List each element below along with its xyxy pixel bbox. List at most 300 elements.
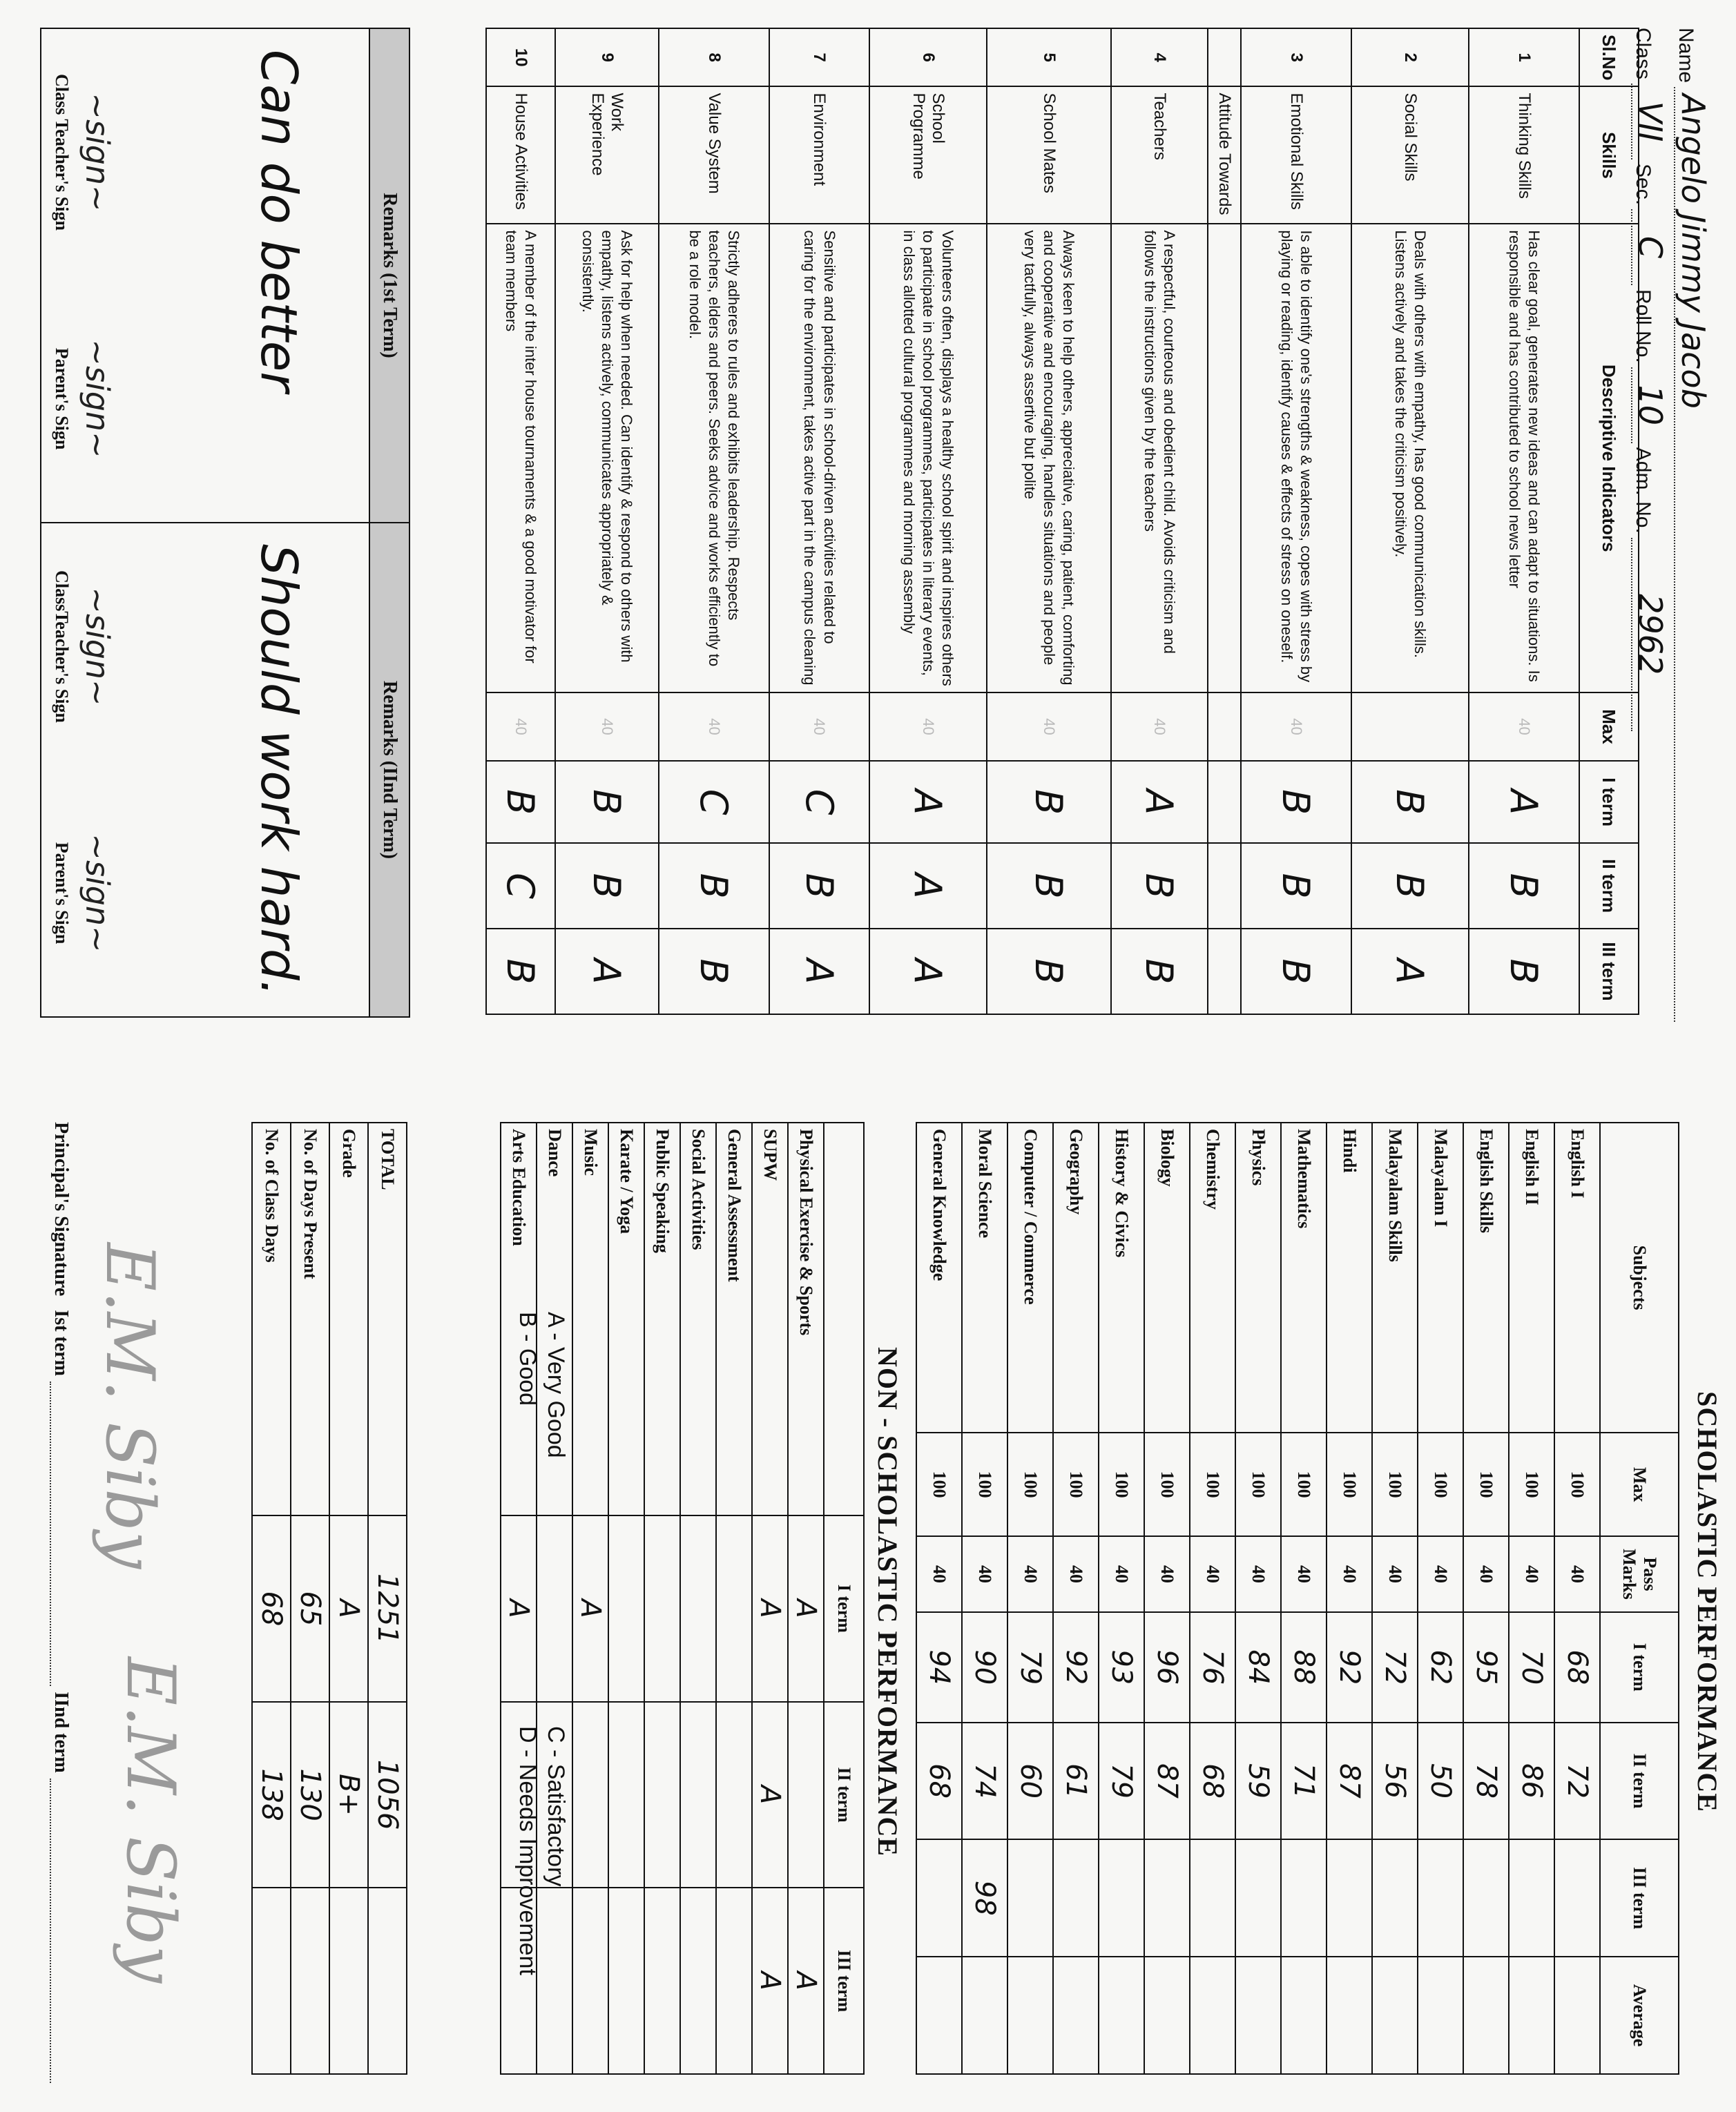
subject-average bbox=[1418, 1957, 1463, 2074]
col-term1: I term bbox=[1579, 761, 1639, 843]
subject-pass-marks: 40 bbox=[1281, 1536, 1327, 1612]
summary-term1: 65 bbox=[291, 1515, 329, 1702]
subject-term2: 72 bbox=[1554, 1723, 1600, 1840]
skill-number: 6 bbox=[869, 28, 987, 86]
subject-name: Chemistry bbox=[1190, 1123, 1235, 1433]
subject-pass-marks: 40 bbox=[1372, 1536, 1418, 1612]
skill-description: Sensitive and participates in school-driven activities related to caring for the environment, takes active part in the campus cleaning bbox=[769, 224, 869, 692]
summary-label: Grade bbox=[329, 1123, 368, 1515]
skills-row bbox=[769, 28, 869, 1014]
roll-label: Roll No. bbox=[1632, 289, 1655, 363]
parent-signature-1: ~sign~ bbox=[79, 339, 116, 458]
skill-number: 7 bbox=[769, 28, 869, 86]
subject-max: 100 bbox=[1509, 1433, 1554, 1536]
col-skills: Skills bbox=[1579, 86, 1639, 224]
subject-name: English I bbox=[1554, 1123, 1600, 1433]
summary-term1: 68 bbox=[252, 1515, 291, 1702]
activity-term1 bbox=[644, 1515, 680, 1702]
subject-term1: 62 bbox=[1418, 1612, 1463, 1723]
student-header bbox=[1631, 28, 1717, 1022]
subject-term2: 87 bbox=[1144, 1723, 1190, 1840]
skill-name: School Mates bbox=[987, 86, 1111, 224]
subject-term1: 96 bbox=[1144, 1612, 1190, 1723]
subject-term3 bbox=[1281, 1839, 1327, 1957]
activity-term3 bbox=[644, 1888, 680, 2074]
subject-name: General Knowledge bbox=[916, 1123, 962, 1433]
skills-header-row bbox=[1579, 28, 1639, 1014]
skill-description: Is able to identify one's strengths & weakness, copes with stress by playing or reading, identify causes & effects of stress on oneself. bbox=[1241, 224, 1351, 692]
subject-name: Mathematics bbox=[1281, 1123, 1327, 1433]
activity-name: Music bbox=[572, 1123, 608, 1515]
activity-term1: A bbox=[752, 1515, 788, 1702]
subject-pass-marks: 40 bbox=[1007, 1536, 1053, 1612]
col-term3: III term bbox=[824, 1888, 864, 2074]
subject-term3 bbox=[1007, 1839, 1053, 1957]
principal-term2-line bbox=[50, 1779, 69, 2083]
activity-term1: A bbox=[572, 1515, 608, 1702]
subject-max: 100 bbox=[1007, 1433, 1053, 1536]
legend-d: D - Needs Improvement bbox=[514, 1726, 541, 1975]
activity-term3 bbox=[716, 1888, 752, 2074]
skill-max: 40 bbox=[486, 692, 555, 761]
activity-name: Public Speaking bbox=[644, 1123, 680, 1515]
principal-term1-line bbox=[50, 1382, 69, 1686]
skill-number: 3 bbox=[1241, 28, 1351, 86]
skills-row bbox=[1241, 28, 1351, 1014]
subject-average bbox=[1327, 1957, 1372, 2074]
skill-description: Always keen to help others, appreciative, caring, patient, comforting and cooperative and encouraging, handles situations and people very tactfully, always assertive but polite bbox=[987, 224, 1111, 692]
skills-row bbox=[1208, 28, 1241, 1014]
class-value: VII bbox=[1631, 84, 1668, 159]
subject-term1: 90 bbox=[962, 1612, 1007, 1723]
skill-grade-term1: A bbox=[869, 761, 987, 843]
skill-name: School Programme bbox=[869, 86, 987, 224]
skill-description: Has clear goal, generates new ideas and can adapt to situations. Is responsible and has contributed to school news letter bbox=[1469, 224, 1579, 692]
subject-name: Hindi bbox=[1327, 1123, 1372, 1433]
summary-term2: B+ bbox=[329, 1702, 368, 1888]
principal-term1-label: Ist term bbox=[50, 1310, 72, 1376]
skill-grade-term1: B bbox=[486, 761, 555, 843]
remarks-term1-text: Can do better bbox=[250, 50, 308, 392]
subject-max: 100 bbox=[1372, 1433, 1418, 1536]
subject-pass-marks: 40 bbox=[962, 1536, 1007, 1612]
skill-name: Thinking Skills bbox=[1469, 86, 1579, 224]
subject-pass-marks: 40 bbox=[1190, 1536, 1235, 1612]
scholastic-title: SCHOLASTIC PERFORMANCE bbox=[1692, 1391, 1723, 1812]
class-teacher-sign-label-1: Class Teacher's Sign bbox=[52, 74, 72, 231]
legend-spacer bbox=[407, 1123, 501, 2074]
activity-term1 bbox=[680, 1515, 716, 1702]
activity-term2 bbox=[716, 1702, 752, 1888]
activity-term2 bbox=[608, 1702, 644, 1888]
subject-term1: 93 bbox=[1099, 1612, 1144, 1723]
subject-term3 bbox=[1144, 1839, 1190, 1957]
subject-pass-marks: 40 bbox=[1463, 1536, 1509, 1612]
skill-name: Environment bbox=[769, 86, 869, 224]
summary-label: No. of Days Present bbox=[291, 1123, 329, 1515]
skill-grade-term2: B bbox=[555, 843, 659, 929]
skill-max bbox=[1208, 692, 1241, 761]
parent-signature-2: ~sign~ bbox=[79, 833, 116, 953]
skill-number: 4 bbox=[1111, 28, 1208, 86]
subject-term3 bbox=[1372, 1839, 1418, 1957]
subject-name: Moral Science bbox=[962, 1123, 1007, 1433]
col-activity bbox=[824, 1123, 864, 1515]
skill-grade-term3: B bbox=[1469, 929, 1579, 1014]
skill-max: 40 bbox=[987, 692, 1111, 761]
skill-grade-term1: B bbox=[1351, 761, 1469, 843]
col-slno: Sl.No bbox=[1579, 28, 1639, 86]
subject-term2: 68 bbox=[1190, 1723, 1235, 1840]
subject-term3 bbox=[916, 1839, 962, 1957]
subject-row bbox=[1509, 1123, 1554, 2074]
activity-term3: A bbox=[788, 1888, 824, 2074]
skill-grade-term3: B bbox=[1241, 929, 1351, 1014]
skill-grade-term3: A bbox=[869, 929, 987, 1014]
parent-sign-label-1: Parent's Sign bbox=[52, 347, 72, 450]
skills-row bbox=[1351, 28, 1469, 1014]
subject-row bbox=[1007, 1123, 1053, 2074]
subject-name: Geography bbox=[1053, 1123, 1099, 1433]
col-pass-marks: Pass Marks bbox=[1600, 1536, 1679, 1612]
skill-name: House Activities bbox=[486, 86, 555, 224]
skill-max: 40 bbox=[555, 692, 659, 761]
name-label: Name bbox=[1675, 28, 1697, 84]
skill-description: A member of the inter house tournaments & a good motivator for team members bbox=[486, 224, 555, 692]
class-teacher-signature-1: ~sign~ bbox=[79, 93, 116, 212]
subject-row bbox=[962, 1123, 1007, 2074]
subject-pass-marks: 40 bbox=[1144, 1536, 1190, 1612]
skill-grade-term2: B bbox=[659, 843, 769, 929]
activity-row bbox=[644, 1123, 680, 2074]
subject-term2: 79 bbox=[1099, 1723, 1144, 1840]
remarks-term2 bbox=[41, 523, 409, 1016]
summary-term3 bbox=[329, 1888, 368, 2074]
activity-row bbox=[788, 1123, 824, 2074]
subject-term2: 50 bbox=[1418, 1723, 1463, 1840]
subject-average bbox=[1053, 1957, 1099, 2074]
summary-term3 bbox=[291, 1888, 329, 2074]
subject-pass-marks: 40 bbox=[1418, 1536, 1463, 1612]
col-average: Average bbox=[1600, 1957, 1679, 2074]
subject-term1: 84 bbox=[1235, 1612, 1281, 1723]
activity-term3 bbox=[680, 1888, 716, 2074]
subject-term3 bbox=[1327, 1839, 1372, 1957]
subject-term1: 88 bbox=[1281, 1612, 1327, 1723]
subject-term3 bbox=[1235, 1839, 1281, 1957]
col-term3: III term bbox=[1579, 929, 1639, 1014]
subject-term1: 76 bbox=[1190, 1612, 1235, 1723]
skill-grade-term2: B bbox=[1241, 843, 1351, 929]
activity-name: SUPW bbox=[752, 1123, 788, 1515]
legend-c: C - Satisfactory bbox=[543, 1726, 569, 1887]
skills-table bbox=[485, 28, 1639, 1015]
subject-average bbox=[1463, 1957, 1509, 2074]
activity-term2: A bbox=[752, 1702, 788, 1888]
subject-max: 100 bbox=[1281, 1433, 1327, 1536]
col-max: Max bbox=[1600, 1433, 1679, 1536]
skill-grade-term1: B bbox=[1241, 761, 1351, 843]
col-term2: II term bbox=[1600, 1723, 1679, 1840]
subject-max: 100 bbox=[1327, 1433, 1372, 1536]
subject-row bbox=[1235, 1123, 1281, 2074]
adm-value: 2962 bbox=[1631, 538, 1668, 731]
activity-name: Dance bbox=[537, 1123, 572, 1515]
skill-grade-term1: C bbox=[659, 761, 769, 843]
skill-max: 40 bbox=[659, 692, 769, 761]
skill-name: Social Skills bbox=[1351, 86, 1469, 224]
summary-term2: 130 bbox=[291, 1702, 329, 1888]
summary-row bbox=[291, 1123, 329, 2074]
skill-name: Work Experience bbox=[555, 86, 659, 224]
skill-name: Emotional Skills bbox=[1241, 86, 1351, 224]
subject-max: 100 bbox=[916, 1433, 962, 1536]
skill-number bbox=[1208, 28, 1241, 86]
subject-max: 100 bbox=[1099, 1433, 1144, 1536]
activity-term1: A bbox=[501, 1515, 537, 1702]
scholastic-header-row bbox=[1600, 1123, 1679, 2074]
subject-max: 100 bbox=[1144, 1433, 1190, 1536]
subject-term2: 68 bbox=[916, 1723, 962, 1840]
activity-term3 bbox=[572, 1888, 608, 2074]
subject-term2: 86 bbox=[1509, 1723, 1554, 1840]
subject-name: English Skills bbox=[1463, 1123, 1509, 1433]
skill-name: Attitude Towards bbox=[1208, 86, 1241, 224]
subject-term1: 92 bbox=[1327, 1612, 1372, 1723]
subject-max: 100 bbox=[962, 1433, 1007, 1536]
skill-grade-term2: B bbox=[1111, 843, 1208, 929]
summary-term1: 1251 bbox=[368, 1515, 407, 1702]
summary-term1: A bbox=[329, 1515, 368, 1702]
skill-max: 40 bbox=[1111, 692, 1208, 761]
summary-term3 bbox=[252, 1888, 291, 2074]
activity-row bbox=[752, 1123, 788, 2074]
skill-name: Value System bbox=[659, 86, 769, 224]
subject-pass-marks: 40 bbox=[1235, 1536, 1281, 1612]
remarks-term1-header: Remarks (1st Term) bbox=[369, 29, 409, 522]
subject-term3 bbox=[1053, 1839, 1099, 1957]
subject-name: Malayalam Skills bbox=[1372, 1123, 1418, 1433]
skill-max: 40 bbox=[1469, 692, 1579, 761]
subject-pass-marks: 40 bbox=[1554, 1536, 1600, 1612]
principal-term2-label: IInd term bbox=[50, 1692, 72, 1773]
activity-term1: A bbox=[788, 1515, 824, 1702]
summary-row bbox=[252, 1123, 291, 2074]
skill-number: 8 bbox=[659, 28, 769, 86]
subject-name: Biology bbox=[1144, 1123, 1190, 1433]
subject-term1: 94 bbox=[916, 1612, 962, 1723]
subject-max: 100 bbox=[1235, 1433, 1281, 1536]
skill-number: 9 bbox=[555, 28, 659, 86]
skill-grade-term2: B bbox=[1469, 843, 1579, 929]
skill-grade-term3: A bbox=[769, 929, 869, 1014]
subject-pass-marks: 40 bbox=[916, 1536, 962, 1612]
subject-term3: 98 bbox=[962, 1839, 1007, 1957]
skill-grade-term1: A bbox=[1469, 761, 1579, 843]
subject-term3 bbox=[1418, 1839, 1463, 1957]
activity-name: Physical Exercise & Sports bbox=[788, 1123, 824, 1515]
col-term3: III term bbox=[1600, 1839, 1679, 1957]
subject-term1: 92 bbox=[1053, 1612, 1099, 1723]
col-max: Max bbox=[1579, 692, 1639, 761]
principal-stamp-1: E.M. Siby bbox=[91, 1243, 168, 1569]
skill-grade-term3: B bbox=[987, 929, 1111, 1014]
subject-average bbox=[1281, 1957, 1327, 2074]
subject-row bbox=[1463, 1123, 1509, 2074]
subject-term2: 78 bbox=[1463, 1723, 1509, 1840]
skills-row bbox=[1111, 28, 1208, 1014]
skill-grade-term3: B bbox=[486, 929, 555, 1014]
skills-row bbox=[987, 28, 1111, 1014]
summary-term3 bbox=[368, 1888, 407, 2074]
skills-row bbox=[1469, 28, 1579, 1014]
activity-term2 bbox=[572, 1702, 608, 1888]
skill-description: A respectful, courteous and obedient child. Avoids criticism and follows the instructions given by the teachers bbox=[1111, 224, 1208, 692]
subject-pass-marks: 40 bbox=[1327, 1536, 1372, 1612]
subject-row bbox=[1190, 1123, 1235, 2074]
activity-name: Arts Education bbox=[501, 1123, 537, 1515]
skill-grade-term1 bbox=[1208, 761, 1241, 843]
skills-row bbox=[659, 28, 769, 1014]
skill-max: 40 bbox=[1241, 692, 1351, 761]
skill-grade-term3: B bbox=[1111, 929, 1208, 1014]
skill-grade-term2: A bbox=[869, 843, 987, 929]
col-term2: II term bbox=[824, 1702, 864, 1888]
skill-description: Deals with others with empathy, has good communication skills. Listens actively and takes the criticism positively. bbox=[1351, 224, 1469, 692]
subject-term1: 79 bbox=[1007, 1612, 1053, 1723]
subject-name: History & Civics bbox=[1099, 1123, 1144, 1433]
skill-description bbox=[1208, 224, 1241, 692]
subject-term2: 59 bbox=[1235, 1723, 1281, 1840]
summary-term2: 138 bbox=[252, 1702, 291, 1888]
summary-term2: 1056 bbox=[368, 1702, 407, 1888]
subject-term2: 87 bbox=[1327, 1723, 1372, 1840]
col-term1: I term bbox=[1600, 1612, 1679, 1723]
subject-average bbox=[1007, 1957, 1053, 2074]
activity-name: Karate / Yoga bbox=[608, 1123, 644, 1515]
subject-average bbox=[1190, 1957, 1235, 2074]
skill-grade-term3 bbox=[1208, 929, 1241, 1014]
subject-row bbox=[1554, 1123, 1600, 2074]
subject-term3 bbox=[1099, 1839, 1144, 1957]
subject-max: 100 bbox=[1418, 1433, 1463, 1536]
subject-term2: 60 bbox=[1007, 1723, 1053, 1840]
legend-b: B - Good bbox=[514, 1312, 541, 1406]
scholastic-table bbox=[916, 1122, 1679, 2075]
subject-max: 100 bbox=[1463, 1433, 1509, 1536]
skill-grade-term3: A bbox=[555, 929, 659, 1014]
subject-row bbox=[1144, 1123, 1190, 2074]
sec-label: Sec. bbox=[1632, 164, 1655, 206]
subject-term3 bbox=[1463, 1839, 1509, 1957]
subject-term2: 71 bbox=[1281, 1723, 1327, 1840]
skill-number: 5 bbox=[987, 28, 1111, 86]
skill-max: 40 bbox=[769, 692, 869, 761]
subject-pass-marks: 40 bbox=[1053, 1536, 1099, 1612]
subject-term3 bbox=[1509, 1839, 1554, 1957]
subject-row bbox=[1418, 1123, 1463, 2074]
non-scholastic-header-row bbox=[824, 1123, 864, 2074]
subject-average bbox=[1144, 1957, 1190, 2074]
skills-row bbox=[555, 28, 659, 1014]
activity-name: General Assessment bbox=[716, 1123, 752, 1515]
subject-average bbox=[1509, 1957, 1554, 2074]
subject-term1: 95 bbox=[1463, 1612, 1509, 1723]
principal-label: Principal's Signature bbox=[50, 1122, 72, 1297]
remarks-section bbox=[40, 28, 410, 1018]
activity-term2 bbox=[788, 1702, 824, 1888]
skill-max bbox=[1351, 692, 1469, 761]
subject-term2: 61 bbox=[1053, 1723, 1099, 1840]
skill-description: Volunteers often, displays a healthy school spirit and inspires others to participate in school programmes, participates in literary events, in class allotted cultural programmes and morning assembly bbox=[869, 224, 987, 692]
subject-average bbox=[1554, 1957, 1600, 2074]
summary-row bbox=[329, 1123, 368, 2074]
skill-description: Ask for help when needed. Can identify & respond to others with empathy, listens actively, communicates appropriately & consistently. bbox=[555, 224, 659, 692]
activity-row bbox=[608, 1123, 644, 2074]
activity-term3 bbox=[608, 1888, 644, 2074]
principal-signature-row bbox=[50, 1122, 72, 2089]
non-scholastic-title: NON - SCHOLASTIC PERFORMANCE bbox=[872, 1346, 903, 1857]
skill-description: Strictly adheres to rules and exhibits leadership. Respects teachers, elders and peers. Seeks advice and works efficiently to be a role model. bbox=[659, 224, 769, 692]
subject-term1: 72 bbox=[1372, 1612, 1418, 1723]
subject-term3 bbox=[1190, 1839, 1235, 1957]
subject-average bbox=[1372, 1957, 1418, 2074]
subject-name: English II bbox=[1509, 1123, 1554, 1433]
legend-spacer-row bbox=[407, 1123, 501, 2074]
class-teacher-signature-2: ~sign~ bbox=[79, 587, 116, 706]
skills-row bbox=[869, 28, 987, 1014]
subject-row bbox=[1281, 1123, 1327, 2074]
subject-term3 bbox=[1554, 1839, 1600, 1957]
skill-grade-term3: B bbox=[659, 929, 769, 1014]
subject-term2: 74 bbox=[962, 1723, 1007, 1840]
skill-grade-term2: B bbox=[1351, 843, 1469, 929]
activity-row bbox=[572, 1123, 608, 2074]
class-label: Class bbox=[1632, 28, 1655, 80]
skill-grade-term1: C bbox=[769, 761, 869, 843]
subject-max: 100 bbox=[1190, 1433, 1235, 1536]
col-descriptive: Descriptive Indicators bbox=[1579, 224, 1639, 692]
activity-row bbox=[716, 1123, 752, 2074]
sec-value: C bbox=[1631, 209, 1668, 285]
subject-average bbox=[1235, 1957, 1281, 2074]
subject-average bbox=[1099, 1957, 1144, 2074]
skill-grade-term1: A bbox=[1111, 761, 1208, 843]
activity-term1 bbox=[608, 1515, 644, 1702]
skill-grade-term2 bbox=[1208, 843, 1241, 929]
subject-term2: 56 bbox=[1372, 1723, 1418, 1840]
subject-average bbox=[962, 1957, 1007, 2074]
subject-row bbox=[916, 1123, 962, 2074]
legend-a: A - Very Good bbox=[543, 1312, 569, 1458]
subject-term1: 70 bbox=[1509, 1612, 1554, 1723]
remarks-term2-text: Should work hard. bbox=[250, 544, 308, 996]
class-teacher-sign-label-2: ClassTeacher's Sign bbox=[52, 570, 72, 723]
activity-term3: A bbox=[752, 1888, 788, 2074]
parent-sign-label-2: Parent's Sign bbox=[52, 842, 72, 944]
subject-name: Physics bbox=[1235, 1123, 1281, 1433]
skill-number: 10 bbox=[486, 28, 555, 86]
subject-row bbox=[1372, 1123, 1418, 2074]
subject-max: 100 bbox=[1053, 1433, 1099, 1536]
skill-number: 2 bbox=[1351, 28, 1469, 86]
grade-legend bbox=[514, 1215, 569, 2044]
activity-term2 bbox=[680, 1702, 716, 1888]
skill-grade-term2: B bbox=[987, 843, 1111, 929]
col-term2: II term bbox=[1579, 843, 1639, 929]
subject-name: Computer / Commerce bbox=[1007, 1123, 1053, 1433]
roll-value: 10 bbox=[1631, 367, 1668, 443]
